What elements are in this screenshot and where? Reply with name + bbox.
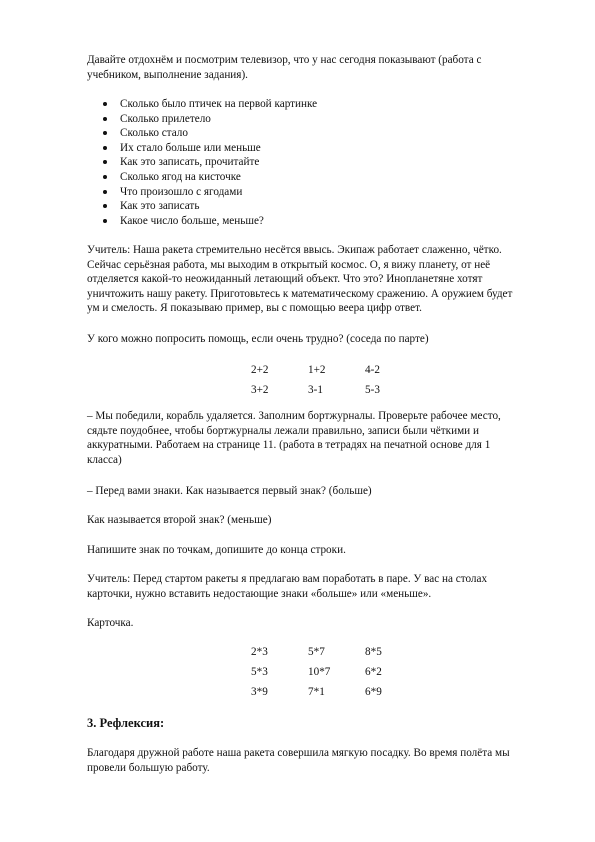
help-question: У кого можно попросить помощь, если очень трудно? (соседа по парте): [87, 333, 429, 345]
table-cell: 4-2: [365, 364, 380, 376]
card-label: Карточка.: [87, 617, 134, 629]
table-cell: 3*9: [251, 686, 268, 698]
list-item: Сколько ягод на кисточке: [87, 170, 317, 185]
table-cell: 3-1: [308, 384, 323, 396]
table-row: [251, 363, 422, 383]
teacher-paragraph-2: Учитель: Перед стартом ракеты я предлагаю вам поработать в паре. У вас на столах карточки, нужно вставить недостающие знаки «больше» или «меньше».: [87, 573, 488, 600]
signs-question: – Перед вами знаки. Как называется первый знак? (больше): [87, 485, 372, 497]
victory-paragraph: – Мы победили, корабль удаляется. Заполним бортжурналы. Проверьте рабочее место, сядьте поудобнее, чтобы бортжурналы лежали правильно, записи были чёткими и аккуратными. Работаем на странице 11. (работа в тетрадях на печатной основе для 1 класса): [87, 410, 501, 466]
list-item: Их стало больше или меньше: [87, 141, 317, 156]
list-item: Сколько было птичек на первой картинке: [87, 97, 317, 112]
table-cell: 8*5: [365, 646, 382, 658]
table-cell: 5*3: [251, 666, 268, 678]
examples-table: [251, 363, 422, 403]
table-row: [251, 665, 422, 685]
table-cell: 2*3: [251, 646, 268, 658]
table-cell: 2+2: [251, 364, 269, 376]
section-heading: 3. Рефлексия:: [87, 716, 165, 730]
list-item: Как это записать, прочитайте: [87, 155, 317, 170]
table-row: [251, 383, 422, 403]
table-cell: 5*7: [308, 646, 325, 658]
intro-paragraph: Давайте отдохнём и посмотрим телевизор, что у нас сегодня показывают (работа с учебником, выполнение задания).: [87, 54, 482, 81]
table-row: [251, 645, 422, 665]
list-item: Какое число больше, меньше?: [87, 214, 317, 229]
table-cell: 7*1: [308, 686, 325, 698]
list-item: Как это записать: [87, 199, 317, 214]
reflection-paragraph: Благодаря дружной работе наша ракета совершила мягкую посадку. Во время полёта мы провели большую работу.: [87, 747, 510, 774]
table-cell: 6*2: [365, 666, 382, 678]
table-cell: 1+2: [308, 364, 326, 376]
list-item: Сколько стало: [87, 126, 317, 141]
table-cell: 10*7: [308, 666, 331, 678]
table-cell: 5-3: [365, 384, 380, 396]
list-item: Что произошло с ягодами: [87, 185, 317, 200]
question-list: [87, 97, 317, 228]
table-cell: 6*9: [365, 686, 382, 698]
teacher-paragraph-1: Учитель: Наша ракета стремительно несётся ввысь. Экипаж работает слаженно, чётко. Сейчас серьёзная работа, мы выходим в открытый космос. О, я вижу планету, от неё отделяется какой-то неожиданный летающий объект. Что это? Инопланетяне хотят уничтожить нашу ракету. Приготовьтесь к математическому сражению. А оружием будет ум и смелость. Я показываю пример, вы с помощью веера цифр ответ.: [87, 244, 513, 315]
second-sign-question: Как называется второй знак? (меньше): [87, 514, 272, 526]
write-sign-instruction: Напишите знак по точкам, допишите до конца строки.: [87, 544, 346, 556]
list-item: Сколько прилетело: [87, 112, 317, 127]
card-table: [251, 645, 422, 705]
table-cell: 3+2: [251, 384, 269, 396]
table-row: [251, 685, 422, 705]
